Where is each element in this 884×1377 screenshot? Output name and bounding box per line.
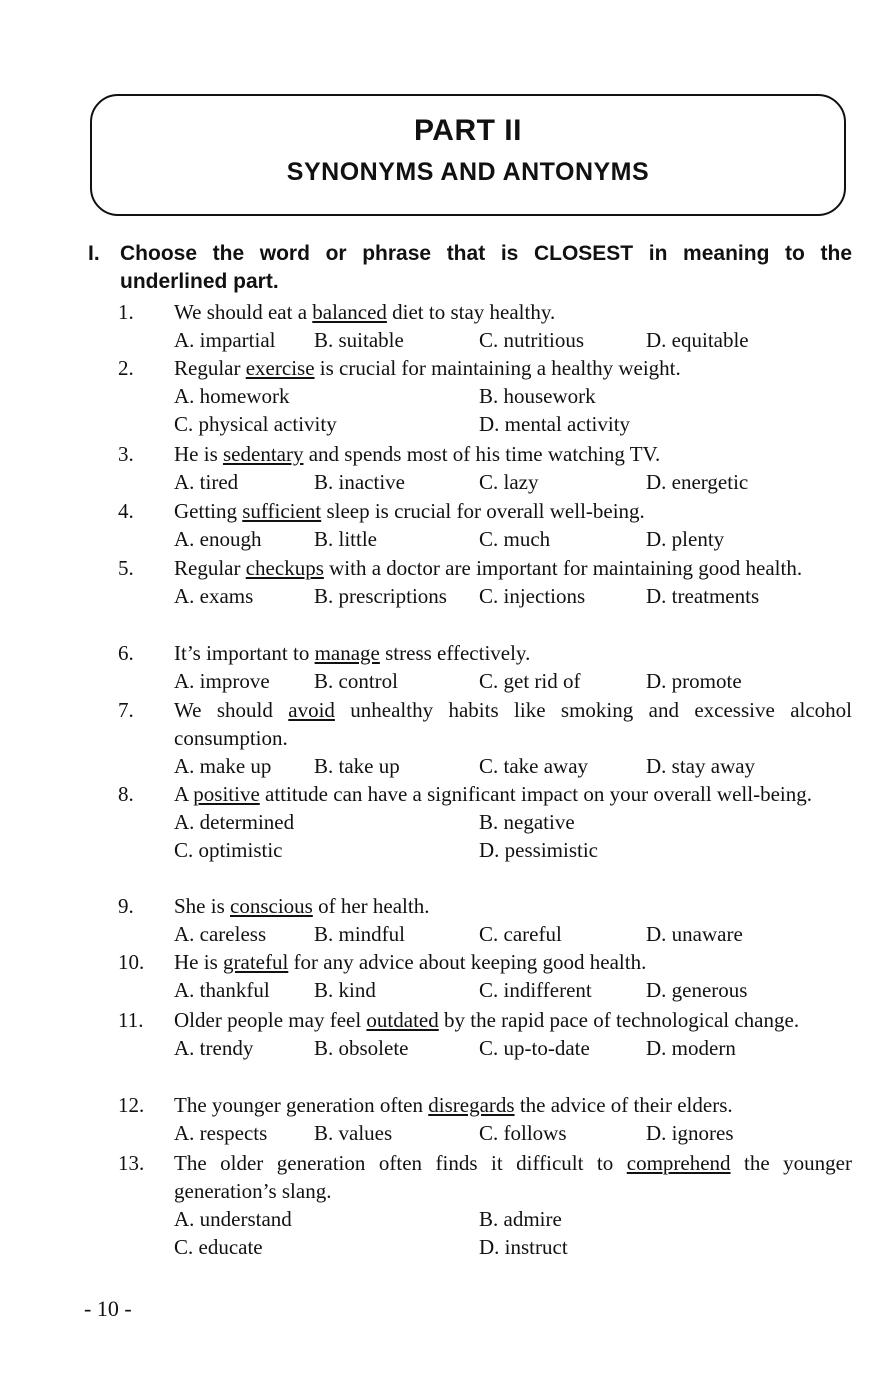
option-a[interactable]: A. understand [174, 1207, 292, 1231]
question-text: He is sedentary and spends most of his time watching TV. [174, 442, 661, 466]
option-c[interactable]: C. careful [479, 922, 562, 946]
option-b[interactable]: B. control [314, 669, 398, 693]
question-11 [118, 1006, 852, 1062]
options [174, 382, 852, 410]
section-number: I. [88, 242, 100, 265]
underlined-word: disregards [428, 1093, 515, 1117]
option-a[interactable]: A. impartial [174, 328, 276, 352]
option-d[interactable]: D. pessimistic [479, 838, 598, 862]
underlined-word: manage [314, 641, 380, 665]
question-number: 7. [118, 698, 134, 722]
option-b[interactable]: B. prescriptions [314, 584, 447, 608]
options [174, 976, 852, 1004]
question-text: The older generation often finds it difficult to comprehend the younger generation’s slang. [174, 1151, 852, 1203]
option-b[interactable]: B. values [314, 1121, 393, 1145]
option-b[interactable]: B. little [314, 527, 377, 551]
page-number: - 10 - [84, 1296, 132, 1321]
option-a[interactable]: A. trendy [174, 1036, 254, 1060]
option-d[interactable]: D. unaware [646, 922, 743, 946]
question-number: 1. [118, 300, 134, 324]
options [174, 836, 852, 864]
underlined-word: positive [193, 782, 260, 806]
options [174, 326, 852, 354]
option-b[interactable]: B. kind [314, 978, 376, 1002]
option-c[interactable]: C. educate [174, 1235, 263, 1259]
question-12 [118, 1091, 852, 1147]
option-d[interactable]: D. mental activity [479, 412, 631, 436]
question-text: Older people may feel outdated by the rapid pace of technological change. [174, 1008, 800, 1032]
option-b[interactable]: B. admire [479, 1207, 562, 1231]
option-a[interactable]: A. determined [174, 810, 295, 834]
question-number: 13. [118, 1151, 145, 1175]
underlined-word: exercise [245, 356, 315, 380]
question-text: A positive attitude can have a significant impact on your overall well-being. [174, 782, 812, 806]
question-number: 2. [118, 356, 134, 380]
underlined-word: sedentary [223, 442, 304, 466]
question-text: He is grateful for any advice about keeping good health. [174, 950, 647, 974]
option-c[interactable]: C. injections [479, 584, 586, 608]
option-b[interactable]: B. mindful [314, 922, 406, 946]
question-text: Regular exercise is crucial for maintaining a healthy weight. [174, 356, 681, 380]
option-b[interactable]: B. suitable [314, 328, 404, 352]
underlined-word: avoid [288, 698, 335, 722]
underlined-word: checkups [245, 556, 324, 580]
option-c[interactable]: C. lazy [479, 470, 539, 494]
option-c[interactable]: C. get rid of [479, 669, 581, 693]
question-number: 11. [118, 1008, 144, 1032]
option-a[interactable]: A. tired [174, 470, 239, 494]
option-a[interactable]: A. make up [174, 754, 272, 778]
option-d[interactable]: D. stay away [646, 754, 756, 778]
question-text: It’s important to manage stress effectively. [174, 641, 531, 665]
underlined-word: conscious [230, 894, 313, 918]
option-c[interactable]: C. up-to-date [479, 1036, 590, 1060]
option-a[interactable]: A. improve [174, 669, 270, 693]
option-d[interactable]: D. equitable [646, 328, 749, 352]
options [174, 525, 852, 553]
option-d[interactable]: D. energetic [646, 470, 749, 494]
question-8 [118, 780, 852, 864]
options [174, 1233, 852, 1261]
option-a[interactable]: A. enough [174, 527, 262, 551]
question-4 [118, 497, 852, 553]
question-number: 8. [118, 782, 134, 806]
option-c[interactable]: C. indifferent [479, 978, 592, 1002]
instruction-text: Choose the word or phrase that is CLOSEST in meaning to the underlined part. [120, 242, 852, 293]
options [174, 1205, 852, 1233]
option-b[interactable]: B. housework [479, 384, 596, 408]
part-title-box [90, 94, 846, 216]
option-d[interactable]: D. promote [646, 669, 742, 693]
underlined-word: grateful [223, 950, 289, 974]
option-a[interactable]: A. exams [174, 584, 254, 608]
options [174, 410, 852, 438]
option-a[interactable]: A. careless [174, 922, 267, 946]
question-number: 3. [118, 442, 134, 466]
question-1 [118, 298, 852, 354]
option-b[interactable]: B. take up [314, 754, 400, 778]
option-c[interactable]: C. optimistic [174, 838, 283, 862]
question-text: We should avoid unhealthy habits like smoking and excessive alcohol consumption. [174, 698, 853, 750]
option-a[interactable]: A. thankful [174, 978, 270, 1002]
option-d[interactable]: D. treatments [646, 584, 760, 608]
option-b[interactable]: B. negative [479, 810, 575, 834]
part-subtitle: SYNONYMS AND ANTONYMS [286, 158, 650, 186]
question-number: 5. [118, 556, 134, 580]
question-text: The younger generation often disregards the advice of their elders. [174, 1093, 733, 1117]
part-title: PART II [414, 114, 522, 147]
underlined-word: outdated [366, 1008, 439, 1032]
question-number: 9. [118, 894, 134, 918]
options [174, 468, 852, 496]
options [174, 1119, 852, 1147]
options [174, 752, 852, 780]
question-text: Getting sufficient sleep is crucial for overall well-being. [174, 499, 645, 523]
question-10 [118, 948, 852, 1004]
options [174, 667, 852, 695]
option-d[interactable]: D. generous [646, 978, 748, 1002]
question-number: 10. [118, 950, 145, 974]
option-c[interactable]: C. take away [479, 754, 589, 778]
question-5 [118, 554, 852, 610]
question-number: 12. [118, 1093, 145, 1117]
option-c[interactable]: C. follows [479, 1121, 567, 1145]
option-a[interactable]: A. respects [174, 1121, 268, 1145]
question-number: 4. [118, 499, 134, 523]
option-a[interactable]: A. homework [174, 384, 290, 408]
underlined-word: sufficient [242, 499, 322, 523]
underlined-word: comprehend [626, 1151, 731, 1175]
underlined-word: balanced [312, 300, 387, 324]
options [174, 1034, 852, 1062]
options [174, 582, 852, 610]
question-text: She is conscious of her health. [174, 894, 430, 918]
question-text: Regular checkups with a doctor are important for maintaining good health. [174, 556, 803, 580]
question-6 [118, 639, 852, 695]
option-c[interactable]: C. much [479, 527, 551, 551]
question-text: We should eat a balanced diet to stay healthy. [174, 300, 556, 324]
question-number: 6. [118, 641, 134, 665]
options [174, 808, 852, 836]
option-d[interactable]: D. instruct [479, 1235, 568, 1259]
option-d[interactable]: D. ignores [646, 1121, 734, 1145]
options [174, 920, 852, 948]
question-2 [118, 354, 852, 438]
option-d[interactable]: D. plenty [646, 527, 725, 551]
option-d[interactable]: D. modern [646, 1036, 736, 1060]
question-3 [118, 440, 852, 496]
option-c[interactable]: C. nutritious [479, 328, 585, 352]
question-13 [118, 1149, 852, 1261]
section-instruction [88, 240, 852, 296]
option-b[interactable]: B. inactive [314, 470, 405, 494]
question-7 [118, 696, 852, 780]
option-b[interactable]: B. obsolete [314, 1036, 409, 1060]
question-9 [118, 892, 852, 948]
option-c[interactable]: C. physical activity [174, 412, 337, 436]
